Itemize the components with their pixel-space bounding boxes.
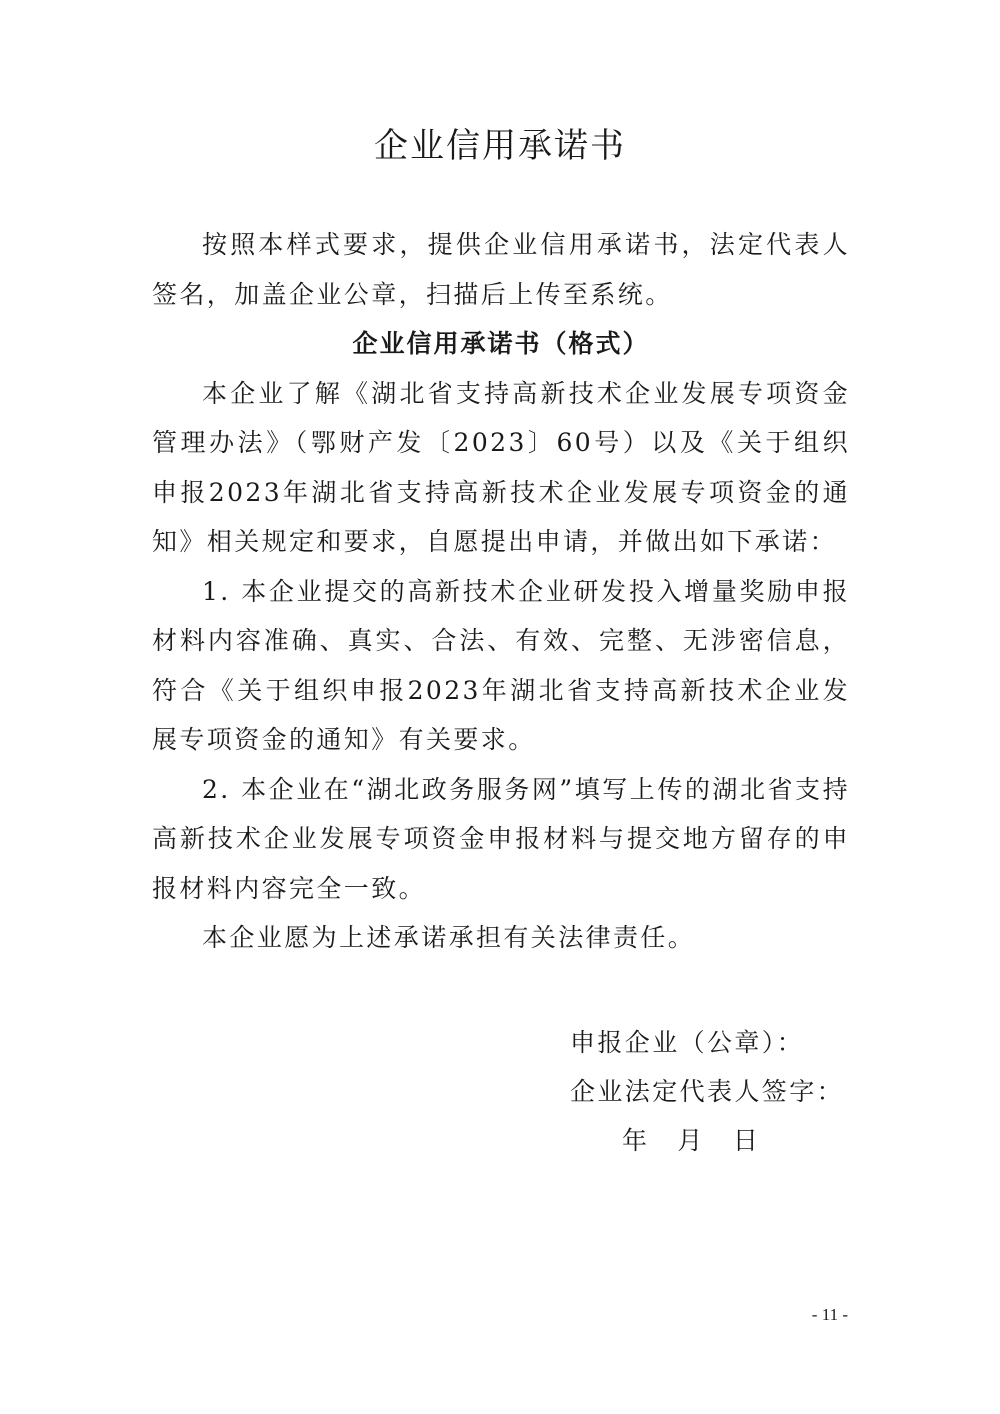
body-paragraph: 本企业了解《湖北省支持高新技术企业发展专项资金管理办法》（鄂财产发〔2023〕60号）以及《关于组织申报2023年湖北省支持高新技术企业发展专项资金的通知》相关规定和要求，自愿提出申请，并做出如下承诺： — [152, 378, 850, 556]
commitment-item: 2. 本企业在“湖北政务服务网”填写上传的湖北省支持高新技术企业发展专项资金申报材料与提交地方留存的申报材料内容完全一致。 — [152, 774, 850, 903]
company-seal-line: 申报企业（公章）： — [570, 1028, 805, 1057]
date-day-label: 日 — [732, 1126, 761, 1155]
document-body — [152, 220, 850, 963]
format-subtitle: 企业信用承诺书（格式） — [352, 329, 650, 358]
date-line — [622, 1116, 760, 1165]
representative-signature-line: 企业法定代表人签字： — [570, 1077, 845, 1106]
closing-paragraph: 本企业愿为上述承诺承担有关法律责任。 — [202, 923, 696, 952]
document-title: 企业信用承诺书 — [374, 126, 626, 166]
date-month-label: 月 — [677, 1126, 705, 1155]
commitment-item: 1. 本企业提交的高新技术企业研发投入增量奖励申报材料内容准确、真实、合法、有效、完整、无涉密信息，符合《关于组织申报2023年湖北省支持高新技术企业发展专项资金的通知》有关要求。 — [152, 576, 850, 754]
date-year-label: 年 — [622, 1126, 650, 1155]
page-number: - 11 - — [811, 1305, 848, 1324]
intro-paragraph: 按照本样式要求，提供企业信用承诺书，法定代表人签名，加盖企业公章，扫描后上传至系统。 — [152, 230, 850, 309]
